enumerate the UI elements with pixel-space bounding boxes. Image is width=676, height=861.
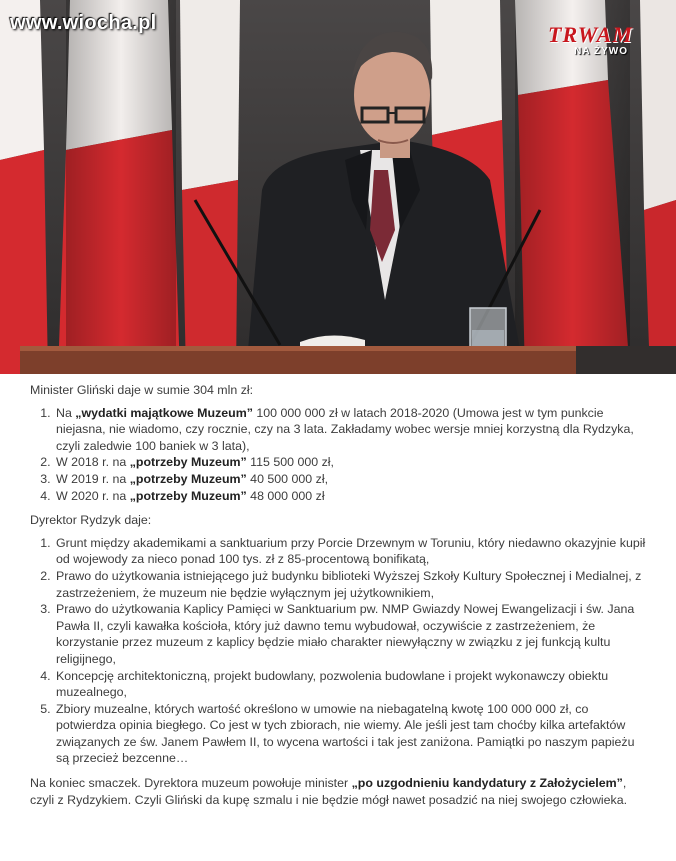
water-glass	[470, 308, 506, 352]
flag-left-3	[180, 0, 240, 374]
site-watermark: www.wiocha.pl	[10, 12, 157, 34]
section1-list	[30, 405, 650, 505]
section1-intro: Minister Gliński daje w sumie 304 mln zł:	[30, 383, 254, 397]
closing-paragraph: Na koniec smaczek. Dyrektora muzeum powołuje minister „po uzgodnieniu kandydatury z Założycielem”, czyli z Rydzykiem. Czyli Gliński da kupę szmalu i nie będzie mógł nawet posadzić na niej swojego człowieka.	[30, 776, 628, 807]
list-item: 3. W 2019 r. na „potrzeby Muzeum” 40 500 000 zł,	[54, 471, 650, 488]
press-conference-photo	[0, 0, 676, 374]
list-item: 1. Na „wydatki majątkowe Muzeum” 100 000 000 zł w latach 2018-2020 (Umowa jest w tym punkcie niejasna, nie wiadomo, czy rocznie, czy na 3 lata. Zakładamy wobec wersje mniej korzystną dla Rydzyka, czyli zaledwie 100 baniek w 3 lata),	[54, 405, 650, 455]
section2-list	[30, 535, 650, 767]
tv-logo-live: NA ŻYWO	[574, 46, 628, 57]
list-item: 2. W 2018 r. na „potrzeby Muzeum” 115 500 000 zł,	[54, 454, 650, 471]
flag-left-2	[58, 0, 180, 374]
list-item: 2. Prawo do użytkowania istniejącego już budynku biblioteki Wyższej Szkoły Kultury Społecznej i Medialnej, z zastrzeżeniem, że muzeum nie będzie wyłącznym jej użytkownikiem,	[54, 568, 650, 601]
list-item: 3. Prawo do użytkowania Kaplicy Pamięci w Sanktuarium pw. NMP Gwiazdy Nowej Ewangelizacji i św. Jana Pawła II, czyli kawałka kościoła, który już dawno temu wybudował, oczywiście z zastrzeżeniem, że korzystanie przez muzeum z kaplicy będzie miało charakter niewyłączny w związku z jej funkcją kultu religijnego,	[54, 601, 650, 667]
list-item: 1. Grunt między akademikami a sanktuarium przy Porcie Drzewnym w Toruniu, który niedawno okazyjnie kupił od wojewody za nieco ponad 100 tys. zł z 85-procentową bonifikatą,	[54, 535, 650, 568]
article-text	[0, 374, 676, 861]
tv-logo-brand: TRWAM	[548, 22, 633, 47]
tv-channel-logo	[548, 22, 633, 68]
section2-intro: Dyrektor Rydzyk daje:	[30, 513, 152, 528]
list-item: 4. W 2020 r. na „potrzeby Muzeum” 48 000 000 zł	[54, 488, 650, 505]
list-item: 4. Koncepcję architektoniczną, projekt budowlany, pozwolenia budowlane i projekt wykonawczy obiektu muzealnego,	[54, 668, 650, 701]
flag-left-1	[0, 0, 48, 374]
list-item: 5. Zbiory muzealne, których wartość określono w umowie na niebagatelną kwotę 100 000 000 zł, co potwierdza opinia biegłego. Co jest w tych zbiorach, nie wiemy. Ale jeśli jest tam choćby kilka artefaktów związanych ze św. Janem Pawłem II, to wycena wartości i tak jest zaniżona. Pamiątki po naszym papieżu są przecież bezcenne…	[54, 701, 650, 767]
